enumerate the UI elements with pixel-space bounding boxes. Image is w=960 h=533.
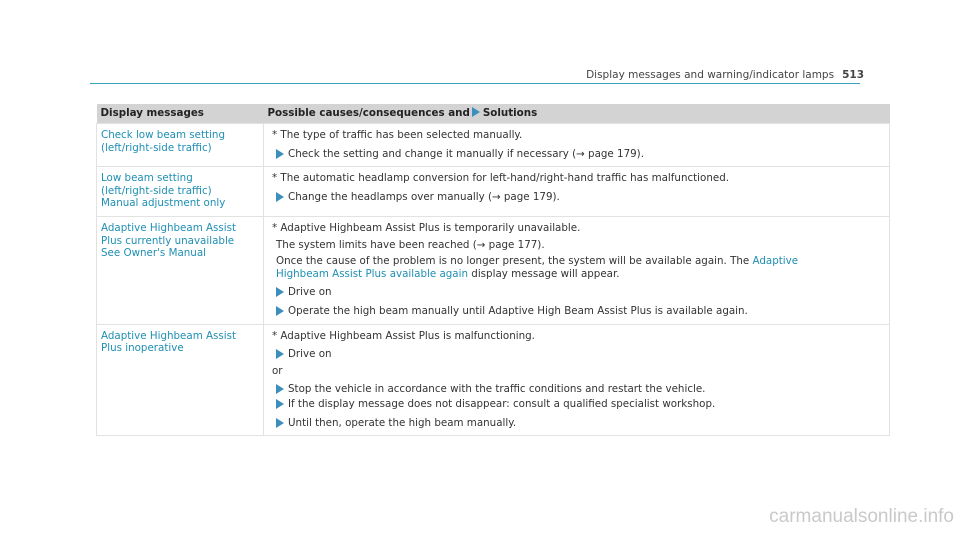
cause-detail: The system limits have been reached (→ page 177). (276, 238, 545, 251)
cause-detail-text: Once the cause of the problem is no longer present, the system will be available again. The (276, 255, 750, 268)
solution-step (268, 348, 885, 361)
page-number: 513 (842, 69, 864, 81)
or-separator: or (272, 364, 283, 377)
cause-cell (264, 216, 890, 324)
table-row (97, 167, 890, 217)
table-row (97, 124, 890, 167)
solution-text: Until then, operate the high beam manually. (288, 416, 517, 429)
solution-text: Stop the vehicle in accordance with the traffic conditions and restart the vehicle. (288, 383, 706, 396)
solution-step (268, 286, 885, 299)
solution-step (268, 398, 885, 411)
solution-text: Drive on (288, 286, 332, 299)
message-cell (97, 124, 264, 167)
message-cell (97, 324, 264, 436)
play-triangle-icon (276, 349, 284, 359)
play-triangle-icon (276, 306, 284, 316)
cause-cell (264, 324, 890, 436)
solution-text: Change the headlamps over manually (→ page 179). (288, 190, 560, 203)
table-row (97, 324, 890, 436)
play-triangle-icon (276, 287, 284, 297)
play-triangle-icon (276, 149, 284, 159)
play-triangle-icon (276, 384, 284, 394)
solution-step (268, 305, 885, 318)
cause-detail-text: display message will appear. (471, 267, 620, 280)
col-header-causes (264, 104, 890, 124)
running-header (586, 69, 864, 81)
solution-text: Check the setting and change it manually if necessary (→ page 179). (288, 147, 644, 160)
solution-text: Drive on (288, 348, 332, 361)
col-header-solutions-label: Solutions (482, 107, 538, 120)
message-cell (97, 216, 264, 324)
cause-detail (268, 255, 848, 280)
message-text: Adaptive Highbeam Assist Plus currently unavailable See Owner's Manual (101, 221, 237, 260)
header-title: Display messages and warning/indicator lamps (586, 69, 835, 81)
cause-text: * The automatic headlamp conversion for left-hand/right-hand traffic has malfunctioned. (272, 172, 730, 185)
message-text: Check low beam setting (left/right-side traffic) (101, 129, 225, 154)
table-header-row (97, 104, 890, 124)
message-text: Adaptive Highbeam Assist Plus inoperative (101, 329, 237, 355)
solution-step (268, 383, 885, 396)
cause-cell (264, 124, 890, 167)
message-text: Low beam setting (left/right-side traffic) Manual adjustment only (101, 172, 226, 210)
display-messages-table (96, 104, 890, 436)
watermark: carmanualsonline.info (769, 506, 954, 527)
solution-text: Operate the high beam manually until Adaptive High Beam Assist Plus is available again. (288, 304, 748, 317)
play-triangle-icon (276, 399, 284, 409)
header-rule (90, 83, 860, 84)
col-header-messages: Display messages (97, 104, 264, 124)
play-triangle-icon (276, 418, 284, 428)
solution-step (268, 148, 885, 161)
cause-text: * Adaptive Highbeam Assist Plus is temporarily unavailable. (272, 221, 581, 234)
solution-step (268, 191, 885, 204)
col-header-causes-label: Possible causes/consequences and (267, 107, 470, 120)
cause-cell (264, 167, 890, 217)
cause-text: * Adaptive Highbeam Assist Plus is malfunctioning. (272, 329, 535, 342)
play-triangle-icon (276, 192, 284, 202)
display-message-reference: Adaptive Highbeam Assist Plus available again (276, 255, 799, 280)
play-triangle-icon (472, 107, 480, 117)
message-cell (97, 167, 264, 217)
solution-step (268, 417, 885, 430)
table-row (97, 216, 890, 324)
solution-text: If the display message does not disappear: consult a qualified specialist workshop. (288, 397, 716, 410)
cause-text: * The type of traffic has been selected manually. (272, 129, 523, 141)
